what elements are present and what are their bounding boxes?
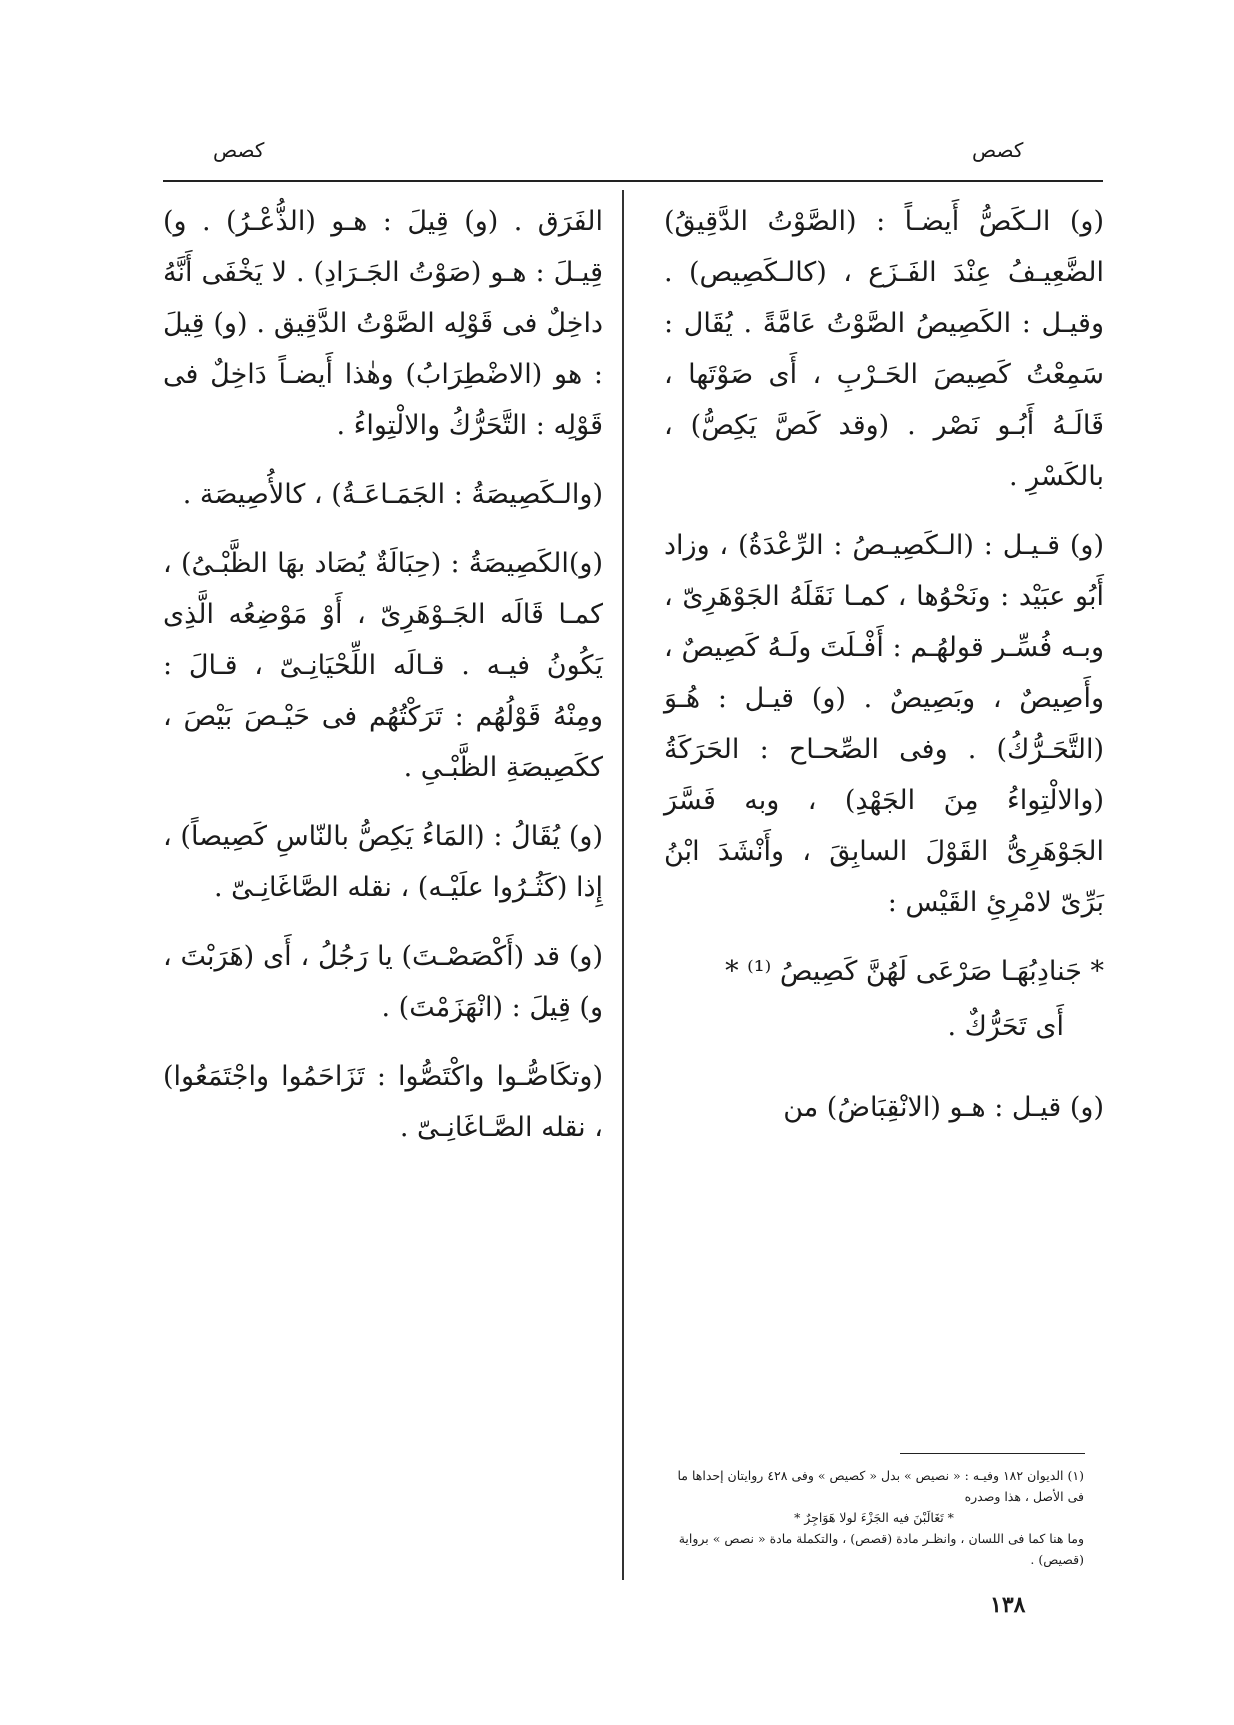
paragraph: (و) قد (أَكْصَصْـتَ) يا رَجُلُ ، أَى (هَرَبْتَ ، و) قِيلَ : (انْهَزَمْتَ) . bbox=[163, 941, 603, 1023]
right-column bbox=[664, 196, 1104, 1151]
footnote-text: وما هنا كما فى اللسان ، وانظـر مادة (قصص) ، والتكملة مادة « نصص » برواية (قصيص) . bbox=[678, 1531, 1084, 1567]
poetry-verse: * جَنادِبُهَـا صَرْعَى لَهُنَّ كَصِيصُ ⁽¹⁾ * bbox=[725, 956, 1104, 987]
running-head-right: كصص bbox=[972, 138, 1024, 162]
footnote-rule bbox=[900, 1453, 1085, 1454]
paragraph: (و)الكَصِيصَةُ : (حِبَالَةٌ يُصَاد بهَا الظَّبْـىُ) ، كمـا قَالَه الجَـوْهَرِىّ ، أَوْ مَوْضِعُه الَّذِى يَكُونُ فيـه . قـالَه اللِّحْيَانِـىّ ، قـالَ : ومِنْهُ قَوْلُهُم : تَرَكْتُهُم فى حَيْـصَ بَيْصَ ، ككَصِيصَةِ الظَّبْـىِ . bbox=[163, 548, 603, 783]
paragraph: (و) قيـل : هـو (الانْقِبَاضُ) من bbox=[783, 1092, 1104, 1123]
paragraph: (و) الـكَصُّ أَيضـاً : (الصَّوْتُ الدَّقِيقُ) الضَّعِيـفُ عِنْدَ الفَـزَع ، (كالـكَصِيص) . وقيـل : الكَصِيصُ الصَّوْتُ عَامَّةً . يُقَال : سَمِعْتُ كَصِيصَ الحَـرْبِ ، أَى صَوْتَها ، قَالَـهُ أَبُـو نَصْر . (وقد كَصَّ يَكِصُّ) ، بالكَسْرِ . bbox=[664, 206, 1104, 492]
paragraph: (و) قـيـل : (الـكَصِيـصُ : الرِّعْدَةُ) ، وزاد أَبُو عبَيْد : ونَحْوُها ، كمـا نَقَلَهُ الجَوْهَرِىّ ، وبـه فُسِّـر قولهُـم : أَفْـلَتَ ولَـهُ كَصِيصٌ ، وأَصِيصٌ ، وبَصِيصٌ . (و) قيـل : هُـوَ (التَّحَـرُّكُ) . وفى الصِّحـاح : الحَرَكَةُ (والالْتِواءُ مِنَ الجَهْدِ) ، وبه فَسَّرَ الجَوْهَرِىُّ القَوْلَ السابِقَ ، وأَنْشَدَ ابْنُ بَرِّىّ لامْرِئِ القَيْس : bbox=[664, 530, 1104, 918]
footnote-text: (١) الديوان ١٨٢ وفيـه : « نصيص » بدل « كصيص » وفى ٤٢٨ روايتان إحداها ما فى الأصل ، هذا وصدره bbox=[677, 1468, 1084, 1504]
paragraph: (و) يُقَالُ : (المَاءُ يَكِصُّ بالنّاسِ كَصِيصاً) ، إِذا (كَثُـرُوا علَيْـه) ، نقله الصَّاغَانِـىّ . bbox=[163, 821, 603, 903]
paragraph: (والـكَصِيصَةُ : الجَمَـاعَـةُ) ، كالأُصِيصَة . bbox=[182, 479, 603, 510]
header-rule bbox=[163, 180, 1103, 182]
verse-gloss: أَى تَحَرُّكٌ . bbox=[947, 1011, 1064, 1042]
paragraph: الفَرَق . (و) قِيلَ : هـو (الذُّعْـرُ) . و) قِيـلَ : هـو (صَوْتُ الجَـرَادِ) . لا يَخْفَى أَنَّهُ داخِلٌ فى قَوْلِه الصَّوْتُ الدَّقِيق . (و) قِيلَ : هو (الاضْطِرَابُ) وهٰذا أَيضـاً دَاخِلٌ فى قَوْلِه : التَّحَرُّكُ والالْتِواءُ . bbox=[163, 206, 603, 441]
page-number: ١٣٨ bbox=[990, 1592, 1026, 1618]
column-divider bbox=[622, 190, 624, 1580]
left-column bbox=[163, 196, 603, 1171]
footnote-verse: * تَغَالَبْنَ فيه الجَزْءَ لولا هَوَاجِرٌ * bbox=[794, 1510, 954, 1525]
footnotes bbox=[664, 1465, 1084, 1570]
running-head-left: كصص bbox=[213, 138, 265, 162]
paragraph: (وتكَاصُّـوا واكْتَصُّوا : تَزَاحَمُوا واجْتَمَعُوا) ، نقله الصَّـاغَانِـىّ . bbox=[163, 1061, 603, 1143]
